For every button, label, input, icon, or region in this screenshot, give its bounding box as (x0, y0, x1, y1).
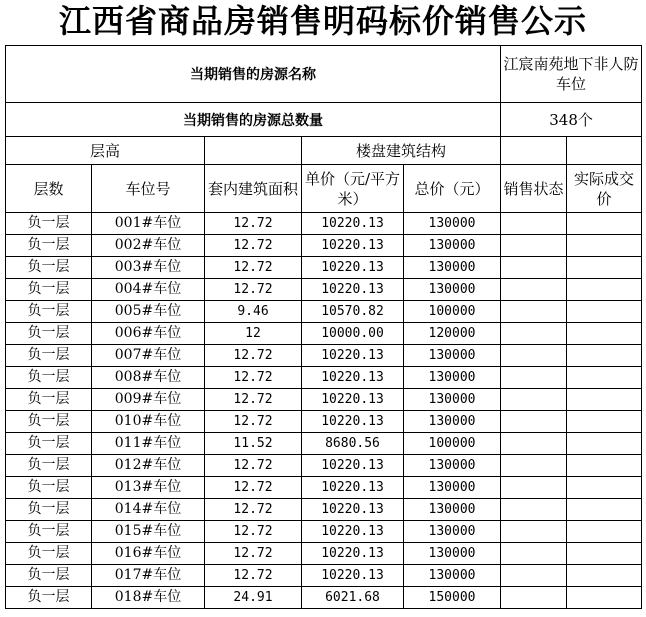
area-cell: 12.72 (205, 499, 302, 521)
area-cell: 12.72 (205, 389, 302, 411)
unit-price-cell: 10220.13 (302, 367, 404, 389)
unit-price-cell: 6021.68 (302, 587, 404, 609)
floor-cell: 负一层 (6, 433, 92, 455)
area-cell: 12.72 (205, 279, 302, 301)
area-cell: 12.72 (205, 213, 302, 235)
blank-header-cell (205, 137, 302, 165)
floor-cell: 负一层 (6, 587, 92, 609)
status-cell (501, 257, 567, 279)
area-cell: 12.72 (205, 235, 302, 257)
col-area-header: 套内建筑面积 (205, 165, 302, 213)
total-price-cell: 130000 (404, 499, 501, 521)
total-price-cell: 130000 (404, 521, 501, 543)
spot-cell: 001#车位 (92, 213, 205, 235)
unit-price-cell: 10220.13 (302, 213, 404, 235)
actual-price-cell (567, 587, 642, 609)
col-floor-header: 层数 (6, 165, 92, 213)
unit-price-cell: 10220.13 (302, 521, 404, 543)
status-cell (501, 301, 567, 323)
actual-price-cell (567, 499, 642, 521)
total-price-cell: 130000 (404, 543, 501, 565)
floor-cell: 负一层 (6, 389, 92, 411)
total-price-cell: 120000 (404, 323, 501, 345)
spot-cell: 002#车位 (92, 235, 205, 257)
status-cell (501, 279, 567, 301)
spot-cell: 008#车位 (92, 367, 205, 389)
table-row (6, 477, 642, 499)
actual-price-cell (567, 389, 642, 411)
area-cell: 12.72 (205, 543, 302, 565)
total-price-cell: 130000 (404, 279, 501, 301)
actual-price-cell (567, 279, 642, 301)
table-row (6, 455, 642, 477)
total-count-value: 348个 (501, 103, 642, 137)
table-row (6, 411, 642, 433)
area-cell: 9.46 (205, 301, 302, 323)
area-cell: 12 (205, 323, 302, 345)
area-cell: 12.72 (205, 345, 302, 367)
total-price-cell: 130000 (404, 235, 501, 257)
actual-price-cell (567, 565, 642, 587)
status-cell (501, 345, 567, 367)
actual-price-cell (567, 433, 642, 455)
table-row (6, 279, 642, 301)
status-cell (501, 543, 567, 565)
page-title: 江西省商品房销售明码标价销售公示 (58, 2, 587, 40)
spot-cell: 012#车位 (92, 455, 205, 477)
table-row (6, 323, 642, 345)
actual-price-cell (567, 521, 642, 543)
unit-price-cell: 10220.13 (302, 389, 404, 411)
project-name-value: 江宸南苑地下非人防车位 (501, 46, 642, 103)
spot-cell: 007#车位 (92, 345, 205, 367)
unit-price-cell: 10220.13 (302, 235, 404, 257)
spot-cell: 004#车位 (92, 279, 205, 301)
total-price-cell: 130000 (404, 565, 501, 587)
col-status-header: 销售状态 (501, 165, 567, 213)
floor-cell: 负一层 (6, 257, 92, 279)
floor-cell: 负一层 (6, 477, 92, 499)
unit-price-cell: 10220.13 (302, 279, 404, 301)
status-cell (501, 411, 567, 433)
col-total-price-header: 总价（元） (404, 165, 501, 213)
total-price-cell: 130000 (404, 257, 501, 279)
floor-cell: 负一层 (6, 301, 92, 323)
status-cell (501, 477, 567, 499)
unit-price-cell: 10220.13 (302, 455, 404, 477)
spot-cell: 003#车位 (92, 257, 205, 279)
table-row (6, 587, 642, 609)
spot-cell: 016#车位 (92, 543, 205, 565)
table-row (6, 301, 642, 323)
status-cell (501, 455, 567, 477)
spot-cell: 014#车位 (92, 499, 205, 521)
spot-cell: 010#车位 (92, 411, 205, 433)
unit-price-cell: 10570.82 (302, 301, 404, 323)
spot-cell: 006#车位 (92, 323, 205, 345)
unit-price-cell: 10220.13 (302, 477, 404, 499)
total-price-cell: 130000 (404, 455, 501, 477)
table-row (6, 257, 642, 279)
col-actual-price-header: 实际成交价 (567, 165, 642, 213)
floor-cell: 负一层 (6, 521, 92, 543)
spot-cell: 017#车位 (92, 565, 205, 587)
total-price-cell: 100000 (404, 433, 501, 455)
table-row (6, 235, 642, 257)
area-cell: 12.72 (205, 521, 302, 543)
col-unit-price-header: 单价（元/平方米） (302, 165, 404, 213)
table-row (6, 543, 642, 565)
status-cell (501, 587, 567, 609)
area-cell: 11.52 (205, 433, 302, 455)
area-cell: 12.72 (205, 565, 302, 587)
total-price-cell: 130000 (404, 345, 501, 367)
floor-cell: 负一层 (6, 235, 92, 257)
area-cell: 24.91 (205, 587, 302, 609)
unit-price-cell: 10220.13 (302, 257, 404, 279)
actual-price-cell (567, 367, 642, 389)
actual-price-cell (567, 411, 642, 433)
table-row (6, 389, 642, 411)
total-price-cell: 130000 (404, 477, 501, 499)
unit-price-cell: 10220.13 (302, 543, 404, 565)
actual-price-cell (567, 213, 642, 235)
table-row (6, 367, 642, 389)
table-row (6, 521, 642, 543)
unit-price-cell: 10220.13 (302, 411, 404, 433)
spot-cell: 011#车位 (92, 433, 205, 455)
unit-price-cell: 10220.13 (302, 345, 404, 367)
floor-cell: 负一层 (6, 213, 92, 235)
floor-cell: 负一层 (6, 543, 92, 565)
col-spot-header: 车位号 (92, 165, 205, 213)
floor-cell: 负一层 (6, 565, 92, 587)
spot-cell: 015#车位 (92, 521, 205, 543)
unit-price-cell: 10000.00 (302, 323, 404, 345)
spot-cell: 013#车位 (92, 477, 205, 499)
floor-cell: 负一层 (6, 367, 92, 389)
unit-price-cell: 10220.13 (302, 499, 404, 521)
table-row (6, 433, 642, 455)
status-cell (501, 389, 567, 411)
actual-price-cell (567, 301, 642, 323)
spot-cell: 009#车位 (92, 389, 205, 411)
actual-price-cell (567, 257, 642, 279)
project-name-label: 当期销售的房源名称 (6, 46, 501, 103)
floor-cell: 负一层 (6, 455, 92, 477)
total-price-cell: 150000 (404, 587, 501, 609)
status-cell (501, 367, 567, 389)
price-table (5, 45, 642, 609)
area-cell: 12.72 (205, 367, 302, 389)
blank-header-cell (501, 137, 567, 165)
total-price-cell: 130000 (404, 213, 501, 235)
table-row (6, 213, 642, 235)
area-cell: 12.72 (205, 257, 302, 279)
unit-price-cell: 8680.56 (302, 433, 404, 455)
area-cell: 12.72 (205, 455, 302, 477)
table-row (6, 345, 642, 367)
floor-cell: 负一层 (6, 411, 92, 433)
area-cell: 12.72 (205, 411, 302, 433)
structure-header: 楼盘建筑结构 (302, 137, 501, 165)
actual-price-cell (567, 543, 642, 565)
status-cell (501, 323, 567, 345)
spot-cell: 018#车位 (92, 587, 205, 609)
floor-cell: 负一层 (6, 345, 92, 367)
status-cell (501, 213, 567, 235)
status-cell (501, 499, 567, 521)
area-cell: 12.72 (205, 477, 302, 499)
total-count-label: 当期销售的房源总数量 (6, 103, 501, 137)
actual-price-cell (567, 235, 642, 257)
floor-cell: 负一层 (6, 499, 92, 521)
unit-price-cell: 10220.13 (302, 565, 404, 587)
floor-cell: 负一层 (6, 279, 92, 301)
actual-price-cell (567, 323, 642, 345)
table-row (6, 499, 642, 521)
floor-cell: 负一层 (6, 323, 92, 345)
total-price-cell: 130000 (404, 367, 501, 389)
status-cell (501, 565, 567, 587)
total-price-cell: 130000 (404, 411, 501, 433)
floor-height-header: 层高 (6, 137, 205, 165)
actual-price-cell (567, 345, 642, 367)
total-price-cell: 130000 (404, 389, 501, 411)
table-row (6, 565, 642, 587)
status-cell (501, 521, 567, 543)
blank-header-cell (567, 137, 642, 165)
total-price-cell: 100000 (404, 301, 501, 323)
actual-price-cell (567, 477, 642, 499)
actual-price-cell (567, 455, 642, 477)
spot-cell: 005#车位 (92, 301, 205, 323)
status-cell (501, 235, 567, 257)
status-cell (501, 433, 567, 455)
